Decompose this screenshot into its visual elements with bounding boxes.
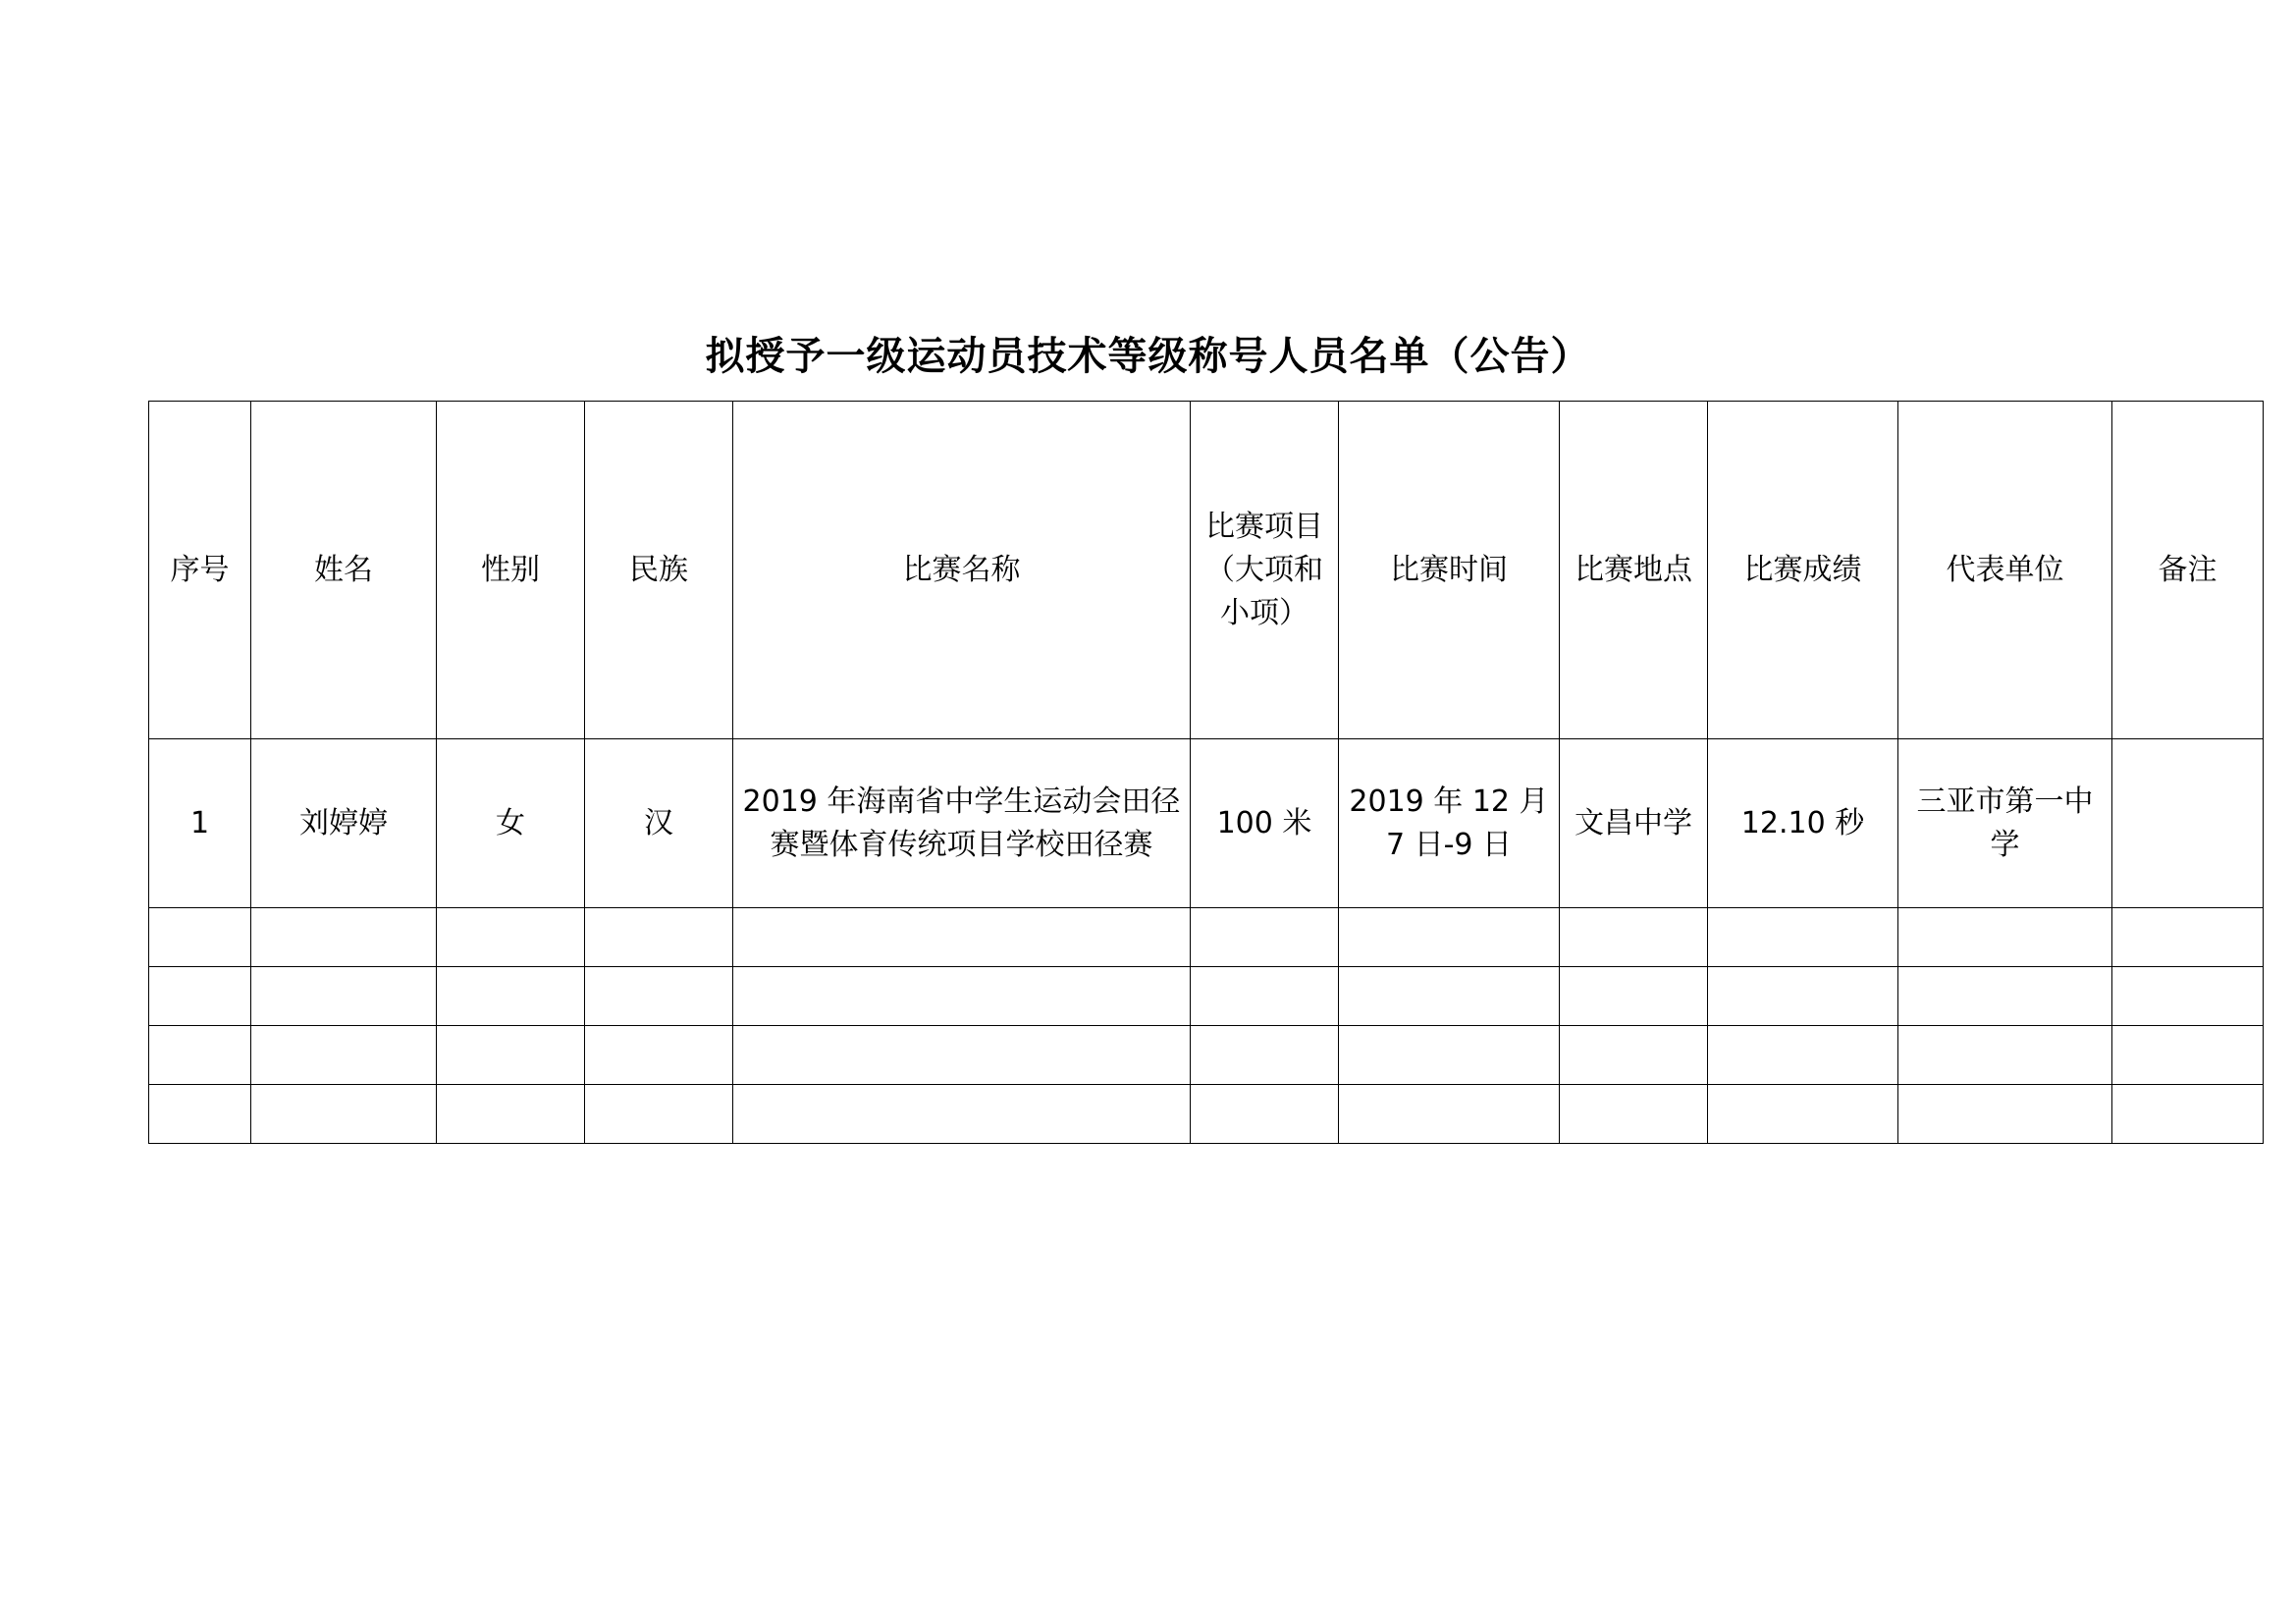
cell-ethnicity	[585, 1026, 733, 1085]
cell-competition-name: 2019 年海南省中学生运动会田径赛暨体育传统项目学校田径赛	[733, 739, 1191, 908]
cell-competition-date	[1339, 908, 1560, 967]
cell-serial-number	[149, 908, 251, 967]
cell-event	[1191, 1026, 1339, 1085]
cell-remarks	[2112, 1026, 2264, 1085]
cell-venue	[1560, 1026, 1708, 1085]
cell-competition-name	[733, 1085, 1191, 1144]
cell-representing-unit	[1898, 1026, 2112, 1085]
table-row	[149, 1085, 2264, 1144]
header-remarks: 备注	[2112, 402, 2264, 739]
cell-name	[251, 1026, 437, 1085]
cell-name	[251, 967, 437, 1026]
cell-gender	[437, 1085, 585, 1144]
cell-result	[1708, 1026, 1898, 1085]
cell-event	[1191, 908, 1339, 967]
cell-ethnicity: 汉	[585, 739, 733, 908]
cell-name	[251, 908, 437, 967]
table-row	[149, 967, 2264, 1026]
cell-remarks	[2112, 967, 2264, 1026]
cell-venue: 文昌中学	[1560, 739, 1708, 908]
cell-serial-number	[149, 1026, 251, 1085]
cell-representing-unit	[1898, 1085, 2112, 1144]
header-result: 比赛成绩	[1708, 402, 1898, 739]
cell-serial-number	[149, 1085, 251, 1144]
cell-event	[1191, 1085, 1339, 1144]
cell-competition-date	[1339, 967, 1560, 1026]
header-event: 比赛项目（大项和小项）	[1191, 402, 1339, 739]
cell-result	[1708, 908, 1898, 967]
cell-result: 12.10 秒	[1708, 739, 1898, 908]
cell-competition-name	[733, 908, 1191, 967]
header-representing-unit: 代表单位	[1898, 402, 2112, 739]
cell-event: 100 米	[1191, 739, 1339, 908]
cell-remarks	[2112, 1085, 2264, 1144]
cell-event	[1191, 967, 1339, 1026]
athlete-roster-table	[148, 401, 2264, 1144]
cell-result	[1708, 1085, 1898, 1144]
cell-ethnicity	[585, 908, 733, 967]
cell-competition-date	[1339, 1026, 1560, 1085]
cell-result	[1708, 967, 1898, 1026]
cell-venue	[1560, 967, 1708, 1026]
header-serial-number: 序号	[149, 402, 251, 739]
cell-venue	[1560, 1085, 1708, 1144]
cell-name: 刘婷婷	[251, 739, 437, 908]
header-competition-date: 比赛时间	[1339, 402, 1560, 739]
cell-representing-unit	[1898, 908, 2112, 967]
table-row	[149, 1026, 2264, 1085]
cell-gender	[437, 1026, 585, 1085]
cell-venue	[1560, 908, 1708, 967]
cell-competition-name	[733, 967, 1191, 1026]
cell-representing-unit: 三亚市第一中学	[1898, 739, 2112, 908]
header-ethnicity: 民族	[585, 402, 733, 739]
cell-competition-date: 2019 年 12 月 7 日-9 日	[1339, 739, 1560, 908]
header-gender: 性别	[437, 402, 585, 739]
cell-remarks	[2112, 908, 2264, 967]
cell-competition-date	[1339, 1085, 1560, 1144]
cell-ethnicity	[585, 967, 733, 1026]
cell-serial-number	[149, 967, 251, 1026]
cell-representing-unit	[1898, 967, 2112, 1026]
cell-name	[251, 1085, 437, 1144]
cell-remarks	[2112, 739, 2264, 908]
cell-gender	[437, 967, 585, 1026]
cell-gender	[437, 908, 585, 967]
cell-ethnicity	[585, 1085, 733, 1144]
table-row	[149, 739, 2264, 908]
header-venue: 比赛地点	[1560, 402, 1708, 739]
page-title: 拟授予一级运动员技术等级称号人员名单（公告）	[705, 334, 1591, 379]
table-row	[149, 908, 2264, 967]
header-name: 姓名	[251, 402, 437, 739]
cell-gender: 女	[437, 739, 585, 908]
header-competition-name: 比赛名称	[733, 402, 1191, 739]
table-header-row	[149, 402, 2264, 739]
cell-competition-name	[733, 1026, 1191, 1085]
cell-serial-number: 1	[149, 739, 251, 908]
